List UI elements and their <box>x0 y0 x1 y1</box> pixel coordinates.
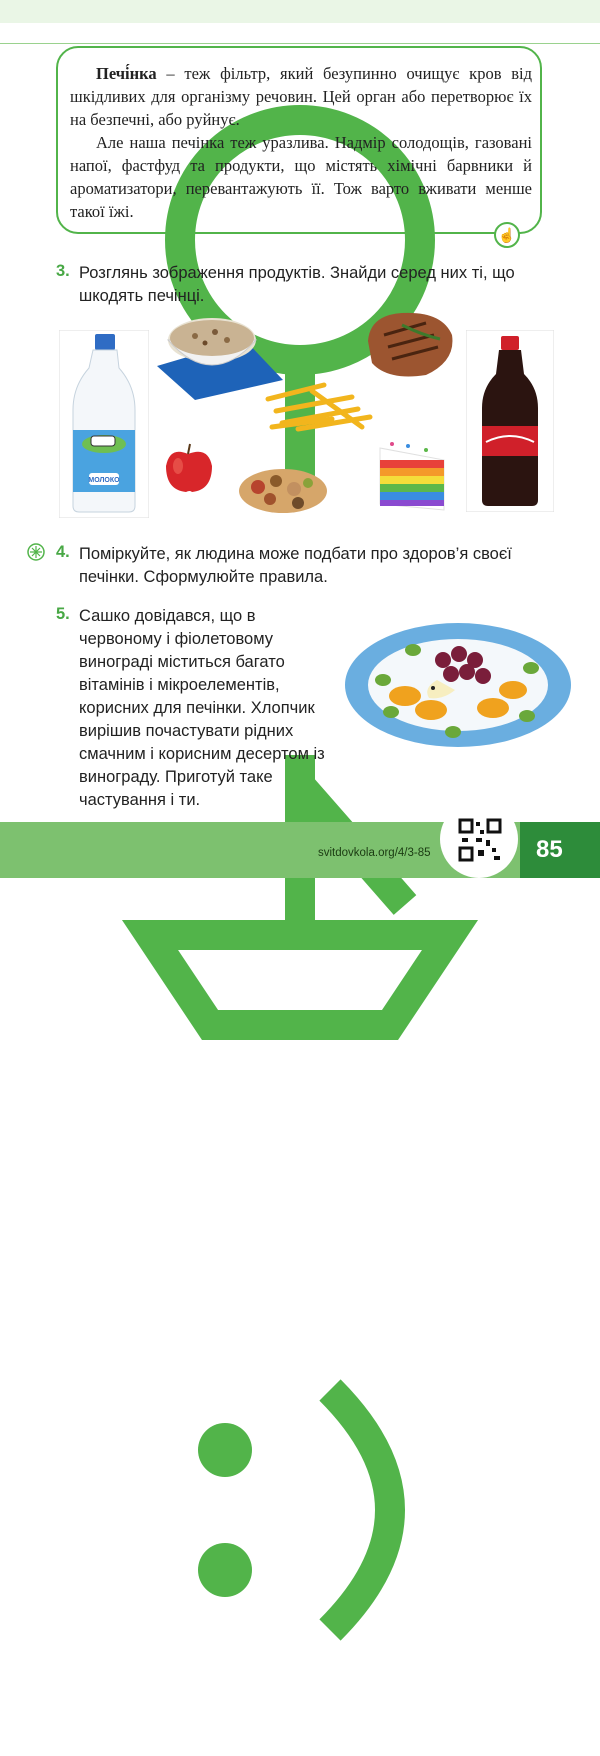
milk-bottle-image <box>59 330 149 518</box>
milk-label: МОЛОКО <box>88 477 120 484</box>
french-fries-image <box>262 377 378 435</box>
info-paragraph-2: Але наша печінка теж уразлива. Надмір солодощів, газовані напої, фастфуд та продукти, що містять хімічні барвники й ароматизатори, перевантажують її. Тож варто вживати менше такої їжі. <box>70 133 532 221</box>
hand-pointer-icon: ☝ <box>494 222 520 248</box>
nuts-image <box>236 461 330 517</box>
task-3-number: 3. <box>56 262 70 280</box>
resource-link[interactable]: svitdovkola.org/4/3-85 <box>318 847 431 859</box>
top-band <box>0 0 600 23</box>
group-work-icon <box>26 542 46 562</box>
qr-code-icon[interactable] <box>458 818 502 862</box>
task-3-text: Розглянь зображення продуктів. Знайди серед них ті, що шкодять печінці. <box>79 264 515 305</box>
info-box-text <box>70 62 532 223</box>
rainbow-cake-image <box>374 430 450 512</box>
grape-hedgehog-dessert-image <box>343 620 573 750</box>
term-liver: Печі́нка <box>96 64 157 83</box>
top-divider <box>0 43 600 44</box>
apple-image <box>160 440 216 496</box>
info-paragraph-1-rest: – теж фільтр, який безупинно очищує кров від шкідливих для організму речовин. Цей орган або перетворює їх на безпечні, або руйнує. <box>70 64 532 129</box>
grilled-meat-image <box>362 305 458 381</box>
page-number: 85 <box>536 836 563 863</box>
info-paragraph-1 <box>70 62 532 131</box>
task-5-text: Сашко довідався, що в червоному і фіолетовому винограді міститься багато вітамінів і мікроелементів, корисних для печінки. Хлопчик вирішив почастувати рідних смачним і корисним десертом із винограду. Приготуй таке частування і ти. <box>79 607 325 809</box>
task-5-number: 5. <box>56 605 70 623</box>
task-4-text: Поміркуйте, як людина може подбати про здоров’я своєї печінки. Сформулюйте правила. <box>79 545 512 586</box>
cola-bottle-image <box>466 330 554 512</box>
task-4-number: 4. <box>56 543 70 561</box>
smile-icon <box>0 1210 600 1756</box>
